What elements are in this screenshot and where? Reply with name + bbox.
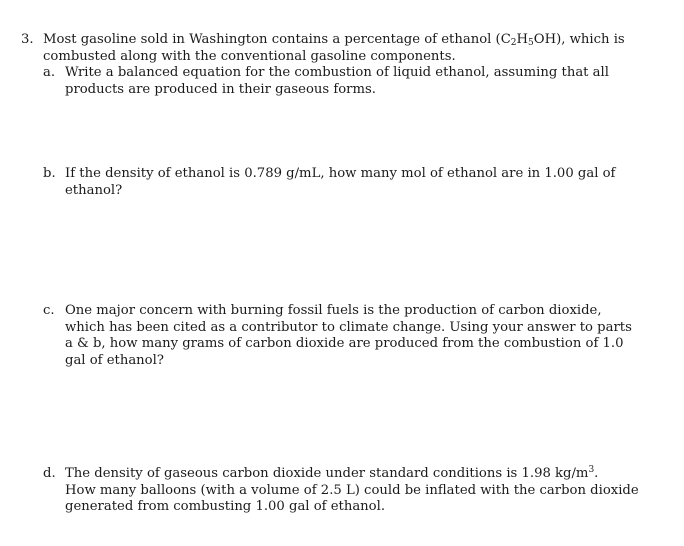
part-d-label: d. bbox=[43, 466, 56, 481]
superscript-3: 3 bbox=[588, 465, 595, 475]
part-c-line-3: a & b, how many grams of carbon dioxide are produced from the combustion of 1.0 bbox=[65, 336, 624, 351]
question-intro-line-1 bbox=[43, 32, 663, 49]
part-d-text bbox=[65, 466, 663, 516]
part-b-line-1: If the density of ethanol is 0.789 g/mL, how many mol of ethanol are in 1.00 gal of bbox=[65, 166, 616, 181]
part-c-text bbox=[65, 303, 663, 369]
question-intro-line-2: combusted along with the conventional gasoline components. bbox=[43, 48, 456, 64]
part-d-line-2: How many balloons (with a volume of 2.5 L) could be inflated with the carbon dioxide bbox=[65, 482, 639, 498]
question-intro-text-b: H bbox=[516, 32, 529, 47]
part-d-line-1 bbox=[65, 466, 663, 483]
question-intro-text-a: Most gasoline sold in Washington contains a percentage of ethanol (C bbox=[43, 32, 511, 47]
subscript-5: 5 bbox=[528, 38, 534, 48]
part-a-text bbox=[65, 65, 663, 98]
question-number: 3. bbox=[21, 32, 34, 47]
part-b-text bbox=[65, 166, 663, 199]
part-c-label: c. bbox=[43, 303, 55, 318]
question-intro bbox=[43, 32, 663, 65]
part-c-line-2: which has been cited as a contributor to climate change. Using your answer to parts bbox=[65, 319, 632, 335]
part-d-text-a: The density of gaseous carbon dioxide under standard conditions is 1.98 kg/m bbox=[65, 466, 589, 481]
part-c-line-4: gal of ethanol? bbox=[65, 352, 164, 368]
part-b-line-2: ethanol? bbox=[65, 182, 123, 198]
part-d-text-b: . bbox=[594, 466, 599, 481]
part-a-line-1: Write a balanced equation for the combustion of liquid ethanol, assuming that all bbox=[65, 65, 609, 80]
part-d-line-3: generated from combusting 1.00 gal of ethanol. bbox=[65, 499, 386, 514]
question-intro-text-c: OH), which is bbox=[533, 32, 625, 47]
part-c-line-1: One major concern with burning fossil fuels is the production of carbon dioxide, bbox=[65, 303, 602, 318]
subscript-2: 2 bbox=[510, 38, 517, 48]
part-a-line-2: products are produced in their gaseous forms. bbox=[65, 81, 376, 97]
part-a-label: a. bbox=[43, 65, 56, 80]
part-b-label: b. bbox=[43, 166, 56, 181]
